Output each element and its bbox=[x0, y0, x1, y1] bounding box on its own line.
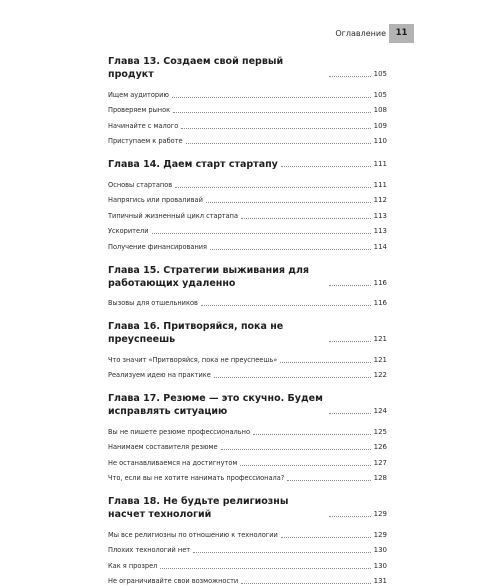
dot-leader bbox=[253, 434, 371, 435]
chapter-page-number: 121 bbox=[373, 335, 387, 343]
section-page-number: 131 bbox=[373, 577, 387, 585]
toc-section-entry bbox=[108, 531, 387, 540]
dot-leader bbox=[281, 537, 371, 538]
chapter-title: Глава 15. Стратегии выживания для работающих удаленно bbox=[108, 264, 310, 289]
chapter-page-number: 105 bbox=[373, 70, 387, 78]
section-title: Что, если вы не хотите нанимать профессионала? bbox=[108, 474, 285, 482]
toc-chapter-entry bbox=[108, 264, 387, 293]
section-title: Напрягись или проваливай bbox=[108, 196, 203, 204]
section-title: Нанимаем составителя резюме bbox=[108, 443, 218, 451]
dot-leader bbox=[240, 465, 370, 466]
dot-leader bbox=[201, 305, 371, 306]
chapter-title: Глава 14. Даем старт стартапу bbox=[108, 159, 278, 170]
section-page-number: 126 bbox=[373, 443, 387, 451]
chapter-page-number: 111 bbox=[373, 160, 387, 168]
section-title: Как я прозрел bbox=[108, 561, 158, 570]
section-title: Основы стартапов bbox=[108, 180, 173, 189]
toc-chapter-entry bbox=[108, 55, 387, 84]
section-page-number: 130 bbox=[373, 561, 387, 570]
toc-section-entry bbox=[108, 299, 387, 308]
section-title: Ускорители bbox=[108, 227, 149, 235]
chapter-title: Глава 13. Создаем свой первый продукт bbox=[108, 56, 284, 80]
section-page-number: 127 bbox=[373, 458, 387, 467]
section-title: Типичный жизненный цикл стартапа bbox=[108, 211, 239, 220]
toc-section-entry bbox=[108, 227, 387, 236]
section-page-number: 113 bbox=[373, 227, 387, 235]
dot-leader bbox=[241, 218, 371, 219]
toc-section-entry bbox=[108, 356, 387, 365]
chapter-title: Глава 16. Притворяйся, пока не преуспеешь bbox=[108, 321, 284, 345]
section-page-number: 109 bbox=[373, 121, 387, 130]
section-page-number: 108 bbox=[373, 106, 387, 114]
dot-leader bbox=[181, 128, 370, 129]
dot-leader bbox=[173, 112, 371, 113]
toc-chapter-entry bbox=[108, 158, 387, 174]
chapter-title: Глава 18. Не будьте религиозны насчет технологий bbox=[108, 496, 289, 520]
toc-section-entry bbox=[108, 371, 387, 380]
section-page-number: 121 bbox=[373, 355, 387, 364]
toc-section-entry bbox=[108, 91, 387, 100]
toc-chapter bbox=[108, 55, 387, 146]
section-title: Не останавливаемся на достигнутом bbox=[108, 458, 238, 467]
dot-leader bbox=[287, 480, 370, 481]
section-title: Что значит «Притворяйся, пока не преуспеешь» bbox=[108, 355, 278, 364]
toc-chapter bbox=[108, 158, 387, 252]
dot-leader bbox=[206, 202, 371, 203]
dot-leader bbox=[186, 143, 371, 144]
section-title: Реализуем идею на практике bbox=[108, 371, 211, 379]
dot-leader bbox=[172, 97, 371, 98]
toc-section-entry bbox=[108, 562, 387, 571]
section-page-number: 116 bbox=[373, 299, 387, 307]
toc-section-entry bbox=[108, 428, 387, 437]
section-title: Мы все религиозны по отношению к технологии bbox=[108, 530, 278, 539]
toc-section-entry bbox=[108, 181, 387, 190]
section-title: Не ограничивайте свои возможности bbox=[108, 577, 239, 585]
toc-section-entry bbox=[108, 122, 387, 131]
section-title: Проверяем рынок bbox=[108, 106, 171, 114]
dot-leader bbox=[160, 568, 370, 569]
section-title: Плохих технологий нет bbox=[108, 546, 191, 554]
section-title: Получение финансирования bbox=[108, 242, 208, 251]
toc-chapter-entry bbox=[108, 320, 387, 349]
dot-leader bbox=[152, 233, 371, 234]
toc-chapter bbox=[108, 264, 387, 309]
section-title: Ищем аудиторию bbox=[108, 90, 169, 99]
section-page-number: 128 bbox=[373, 474, 387, 482]
toc-chapter bbox=[108, 495, 387, 586]
dot-leader bbox=[175, 187, 370, 188]
dot-leader bbox=[329, 341, 371, 342]
section-page-number: 112 bbox=[373, 196, 387, 204]
toc-section-entry bbox=[108, 459, 387, 468]
section-title: Начинайте с малого bbox=[108, 121, 179, 130]
dot-leader bbox=[214, 377, 371, 378]
table-of-contents bbox=[108, 46, 387, 586]
toc-chapter bbox=[108, 320, 387, 380]
dot-leader bbox=[280, 362, 370, 363]
toc-section-entry bbox=[108, 196, 387, 205]
section-page-number: 113 bbox=[373, 211, 387, 220]
toc-section-entry bbox=[108, 546, 387, 555]
section-page-number: 125 bbox=[373, 427, 387, 436]
toc-section-entry bbox=[108, 243, 387, 252]
section-page-number: 122 bbox=[373, 371, 387, 379]
dot-leader bbox=[329, 76, 371, 77]
dot-leader bbox=[281, 166, 371, 167]
section-title: Вызовы для отшельников bbox=[108, 299, 198, 307]
toc-chapter bbox=[108, 392, 387, 483]
section-page-number: 105 bbox=[373, 90, 387, 99]
toc-section-entry bbox=[108, 212, 387, 221]
dot-leader bbox=[241, 583, 370, 584]
toc-section-entry bbox=[108, 577, 387, 586]
running-header-title: Оглавление bbox=[335, 29, 386, 38]
section-page-number: 114 bbox=[373, 242, 387, 251]
section-page-number: 129 bbox=[373, 530, 387, 539]
chapter-title: Глава 17. Резюме — это скучно. Будем исправлять ситуацию bbox=[108, 393, 323, 417]
page-number-badge: 11 bbox=[389, 24, 414, 43]
section-title: Вы не пишете резюме профессионально bbox=[108, 427, 250, 436]
section-page-number: 130 bbox=[373, 546, 387, 554]
chapter-page-number: 116 bbox=[373, 278, 387, 287]
dot-leader bbox=[329, 516, 371, 517]
dot-leader bbox=[193, 552, 370, 553]
toc-section-entry bbox=[108, 443, 387, 452]
section-title: Приступаем к работе bbox=[108, 137, 183, 145]
dot-leader bbox=[329, 413, 371, 414]
page-header bbox=[0, 24, 500, 43]
chapter-page-number: 124 bbox=[373, 407, 387, 415]
section-page-number: 111 bbox=[373, 180, 387, 189]
toc-section-entry bbox=[108, 137, 387, 146]
toc-chapter-entry bbox=[108, 495, 387, 524]
toc-section-entry bbox=[108, 474, 387, 483]
dot-leader bbox=[210, 249, 371, 250]
toc-chapter-entry bbox=[108, 392, 387, 421]
section-page-number: 110 bbox=[373, 137, 387, 145]
dot-leader bbox=[221, 449, 371, 450]
toc-section-entry bbox=[108, 106, 387, 115]
dot-leader bbox=[329, 285, 371, 286]
chapter-page-number: 129 bbox=[373, 510, 387, 518]
